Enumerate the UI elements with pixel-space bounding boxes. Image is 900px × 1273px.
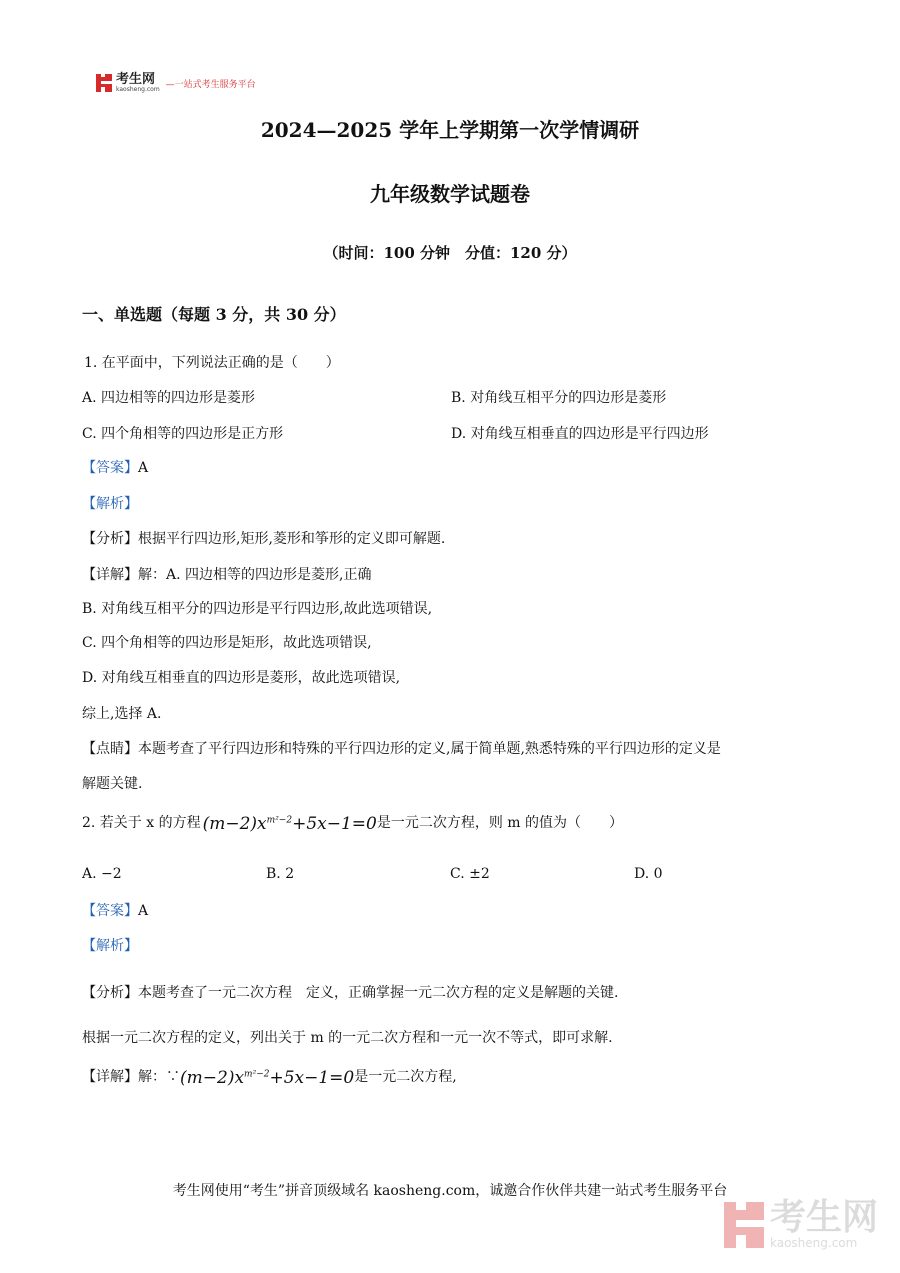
- q1-analysis-tag: 【解析】: [82, 496, 138, 512]
- q2-option-d: D. 0: [634, 866, 663, 882]
- logo-slogan: —一站式考生服务平台: [165, 79, 256, 90]
- q2-detail-pre: 【详解】解：∵: [82, 1069, 180, 1085]
- q2-stem: [82, 812, 623, 834]
- q1-option-d: D. 对角线互相垂直的四边形是平行四边形: [451, 426, 709, 442]
- watermark-domain: kaosheng.com: [769, 1236, 858, 1250]
- q1-detail-4: D. 对角线互相垂直的四边形是菱形，故此选项错误,: [82, 670, 401, 686]
- watermark-mark-icon: [724, 1202, 764, 1248]
- site-logo: [96, 72, 256, 94]
- logo-text: [116, 71, 160, 93]
- q1-conclusion: 综上,选择 A.: [82, 706, 162, 722]
- q1-detail-1: 【详解】解：A. 四边相等的四边形是菱形,正确: [82, 567, 372, 583]
- q2-option-c: C. ±2: [450, 866, 490, 882]
- exam-subtitle: 九年级数学试题卷: [370, 182, 530, 206]
- q2-detail-eq-tail: +5x−1=0: [269, 1068, 355, 1088]
- exam-time-score: （时间：100 分钟 分值：120 分）: [323, 244, 577, 262]
- answer-tag: 【答案】: [82, 460, 138, 476]
- q2-eq-base: (m−2)x: [202, 814, 267, 834]
- footer-text: 考生网使用“考生”拼音顶级域名 kaosheng.com，诚邀合作伙伴共建一站式考生服务平台: [172, 1183, 728, 1199]
- q2-detail-post: 是一元二次方程,: [354, 1069, 457, 1085]
- q2-fenxi: 【分析】本题考查了一元二次方程 定义，正确掌握一元二次方程的定义是解题的关键.: [82, 985, 619, 1001]
- watermark-logo: [724, 1197, 878, 1250]
- q2-option-b: B. 2: [266, 866, 295, 882]
- q2-stem-post: 是一元二次方程，则 m 的值为（ ）: [376, 815, 624, 831]
- logo-slogan-text: 一站式考生服务平台: [174, 79, 256, 90]
- answer-value: A: [138, 903, 149, 919]
- q1-answer: [82, 457, 148, 477]
- q2-detail: [82, 1066, 457, 1088]
- q1-detail-3: C. 四个角相等的四边形是矩形，故此选项错误,: [82, 635, 372, 651]
- answer-tag: 【答案】: [82, 903, 138, 919]
- q2-eq-tail: +5x−1=0: [292, 814, 377, 834]
- q2-option-a: A. −2: [82, 866, 122, 882]
- section-heading: 一、单选题（每题 3 分，共 30 分）: [82, 305, 346, 324]
- logo-domain: kaosheng.com: [116, 85, 160, 93]
- q2-analysis-tag: 【解析】: [82, 938, 138, 954]
- q2-detail-equation: [180, 1068, 354, 1088]
- q2-line-2: 根据一元二次方程的定义，列出关于 m 的一元二次方程和一元一次不等式，即可求解.: [82, 1030, 613, 1046]
- exam-title: 2024—2025 学年上学期第一次学情调研: [260, 118, 640, 142]
- q1-stem: 1. 在平面中，下列说法正确的是（ ）: [84, 355, 340, 371]
- q1-detail-2: B. 对角线互相平分的四边形是平行四边形,故此选项错误,: [82, 601, 433, 617]
- q1-fenxi: 【分析】根据平行四边形,矩形,菱形和筝形的定义即可解题.: [82, 531, 446, 547]
- q2-equation: [203, 814, 377, 834]
- watermark-name: 考生网: [769, 1197, 878, 1238]
- logo-mark-icon: [96, 74, 112, 92]
- q1-option-b: B. 对角线互相平分的四边形是菱形: [451, 390, 667, 406]
- q2-stem-pre: 2. 若关于 x 的方程: [82, 815, 201, 831]
- answer-value: A: [138, 460, 149, 476]
- q1-option-a: A. 四边相等的四边形是菱形: [82, 390, 256, 406]
- watermark-text: [769, 1197, 878, 1250]
- q1-option-c: C. 四个角相等的四边形是正方形: [82, 426, 284, 442]
- q2-eq-exponent: m²−2: [266, 815, 293, 826]
- q2-answer: [82, 900, 148, 920]
- q1-dianjing-2: 解题关键.: [82, 776, 143, 792]
- q2-detail-eq-base: (m−2)x: [180, 1068, 245, 1088]
- q2-detail-eq-exponent: m²−2: [244, 1069, 270, 1080]
- q1-dianjing-1: 【点睛】本题考查了平行四边形和特殊的平行四边形的定义,属于简单题,熟悉特殊的平行四边形的定义是: [82, 741, 721, 757]
- logo-name: 考生网: [116, 71, 156, 87]
